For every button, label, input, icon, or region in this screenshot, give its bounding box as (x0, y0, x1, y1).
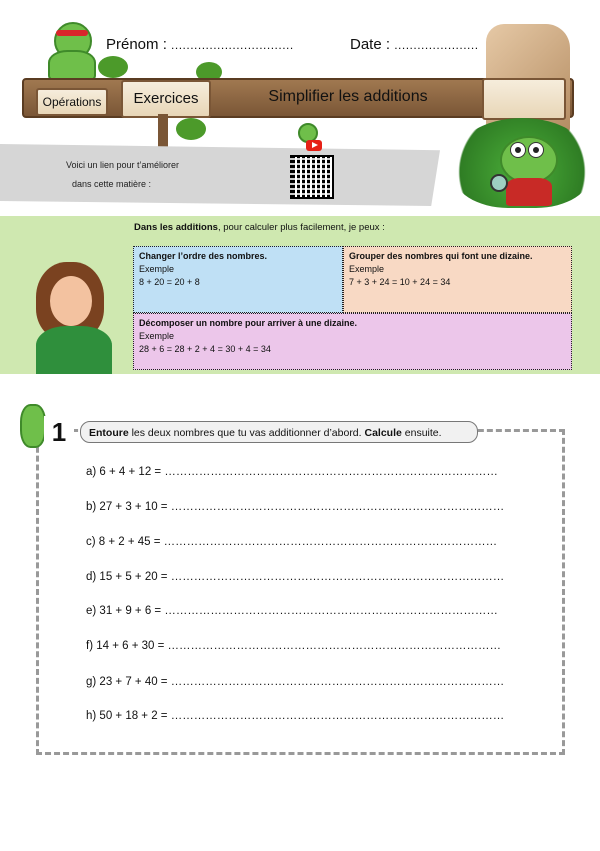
rule-box-label: Exemple (349, 264, 385, 274)
sign-exercises: Exercices (121, 80, 211, 118)
link-banner (0, 144, 440, 206)
page-title: Simplifier les additions (268, 88, 428, 105)
rule-intro-rest: , pour calculer plus facilement, je peux : (217, 222, 385, 233)
rule-box-title: Grouper des nombres qui font une dizaine. (349, 251, 533, 261)
date-label: Date : (350, 36, 391, 53)
magnifier-icon (490, 174, 508, 192)
rule-box-order (133, 246, 343, 313)
rule-box-decompose (133, 313, 572, 370)
thinking-girl-icon (50, 276, 92, 326)
rule-box-example: 8 + 20 = 20 + 8 (139, 277, 200, 287)
exercise-item-f[interactable]: f) 14 + 6 + 30 = …………………………………………………………………………… (86, 640, 502, 652)
link-text-line2: dans cette matière : (72, 179, 152, 189)
rule-box-label: Exemple (139, 331, 175, 341)
vine-leaves-low (176, 118, 206, 140)
croc-pupil-left (515, 147, 521, 153)
instr-middle: les deux nombres que tu vas additionner d’abord. (128, 427, 365, 439)
sign-operations: Opérations (36, 88, 108, 116)
crocodile-pointer-icon (20, 404, 46, 448)
exercise-item-h[interactable]: h) 50 + 18 + 2 = …………………………………………………………………………… (86, 710, 505, 722)
instr-end: ensuite. (401, 427, 442, 439)
instr-bold-entoure: Entoure (89, 427, 129, 439)
name-label: Prénom : (106, 36, 167, 53)
exercise-item-d[interactable]: d) 15 + 5 + 20 = …………………………………………………………………………… (86, 571, 505, 583)
crocodile-bandana (56, 30, 88, 36)
exercise-item-g[interactable]: g) 23 + 7 + 40 = …………………………………………………………………………… (86, 676, 505, 688)
detective-crocodile-icon (500, 136, 558, 184)
exercise-item-b[interactable]: b) 27 + 3 + 10 = …………………………………………………………………………… (86, 501, 505, 513)
qr-code-pattern (290, 155, 330, 195)
sign-blank (482, 78, 566, 120)
rule-box-title: Décomposer un nombre pour arriver à une dizaine. (139, 318, 358, 328)
date-field (350, 36, 479, 53)
rule-box-example: 28 + 6 = 28 + 2 + 4 = 30 + 4 = 34 (139, 344, 271, 354)
girl-body (36, 326, 112, 374)
rule-box-title: Changer l’ordre des nombres. (139, 251, 268, 261)
date-blank: ...................... (394, 38, 479, 52)
exercise-number: 1 (44, 416, 74, 448)
sign-post (158, 114, 168, 150)
exercise-item-a[interactable]: a) 6 + 4 + 12 = …………………………………………………………………………… (86, 466, 498, 478)
rule-intro (134, 222, 385, 233)
name-field (106, 36, 294, 53)
exercise-item-c[interactable]: c) 8 + 2 + 45 = …………………………………………………………………………… (86, 536, 498, 548)
vine-leaves-left (98, 56, 128, 78)
exercise-item-e[interactable]: e) 31 + 9 + 6 = …………………………………………………………………………… (86, 605, 498, 617)
rule-box-example: 7 + 3 + 24 = 10 + 24 = 34 (349, 277, 451, 287)
youtube-play-icon (312, 142, 318, 148)
exercise-instruction (80, 421, 478, 443)
link-text-line1: Voici un lien pour t’améliorer (66, 160, 180, 170)
croc-pupil-right (533, 147, 539, 153)
rule-box-label: Exemple (139, 264, 175, 274)
rule-box-group (343, 246, 572, 313)
rule-intro-bold: Dans les additions (134, 222, 218, 233)
name-blank: ................................ (171, 38, 294, 52)
croc-cape (506, 178, 552, 206)
instr-bold-calcule: Calcule (364, 427, 402, 439)
